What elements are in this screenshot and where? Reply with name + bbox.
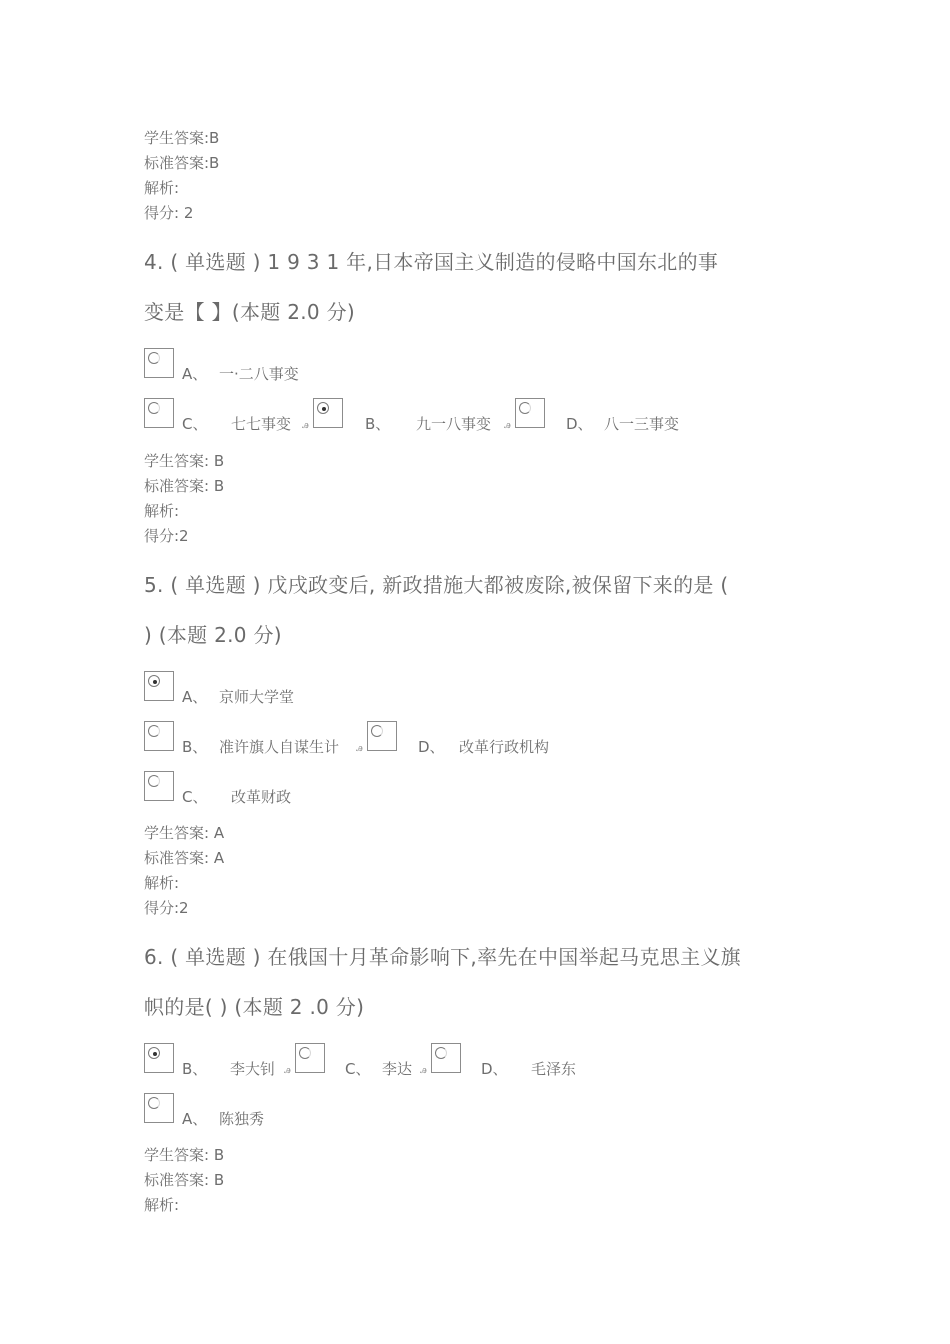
- q4-question-line1: 4. ( 单选题 ) 1 9 3 1 年,日本帝国主义制造的侵略中国东北的事: [144, 250, 719, 274]
- q6-option-c-text: 李达: [382, 1060, 413, 1078]
- q3-analysis: 解析:: [144, 179, 180, 197]
- radio-circle-icon: [519, 402, 531, 414]
- q5-option-a-text: 京师大学堂: [219, 688, 295, 706]
- radio-selected-icon: [317, 402, 329, 414]
- radio-selected-icon: [148, 1047, 160, 1059]
- radio-circle-icon: [148, 402, 160, 414]
- q4-option-c-radio[interactable]: [144, 398, 174, 428]
- q5-question-line2: ) (本题 2.0 分): [144, 623, 282, 647]
- q3-student-answer: 学生答案:B: [144, 129, 220, 147]
- q6-option-d-text: 毛泽东: [531, 1060, 577, 1078]
- q6-option-b-radio[interactable]: [144, 1043, 174, 1073]
- q5-option-c-radio[interactable]: [144, 771, 174, 801]
- q4-option-a-radio[interactable]: [144, 348, 174, 378]
- q6-question-line1: 6. ( 单选题 ) 在俄国十月革命影响下,率先在中国举起马克思主义旗: [144, 945, 741, 969]
- radio-circle-icon: [435, 1047, 447, 1059]
- paragraph-mark-icon: ꭿ: [302, 418, 309, 431]
- paragraph-mark-icon: ꭿ: [420, 1063, 427, 1076]
- q5-option-b-label: B、: [182, 738, 208, 756]
- q6-option-d-radio[interactable]: [431, 1043, 461, 1073]
- q5-option-b-text: 准许旗人自谋生计: [219, 738, 340, 756]
- q6-option-a-radio[interactable]: [144, 1093, 174, 1123]
- paragraph-mark-icon: ꭿ: [284, 1063, 291, 1076]
- radio-selected-icon: [148, 675, 160, 687]
- q4-option-d-text: 八一三事变: [604, 415, 680, 433]
- q4-option-c-text: 七七事变: [231, 415, 292, 433]
- radio-circle-icon: [299, 1047, 311, 1059]
- q6-option-c-label: C、: [345, 1060, 371, 1078]
- q4-analysis: 解析:: [144, 502, 180, 520]
- q5-student-answer: 学生答案: A: [144, 824, 225, 842]
- q4-option-d-radio[interactable]: [515, 398, 545, 428]
- q5-option-a-radio[interactable]: [144, 671, 174, 701]
- radio-circle-icon: [148, 775, 160, 787]
- q4-option-d-label: D、: [566, 415, 593, 433]
- q5-analysis: 解析:: [144, 874, 180, 892]
- q6-question-line2: 帜的是( ) (本题 2 .0 分): [144, 995, 365, 1019]
- q6-option-c-radio[interactable]: [295, 1043, 325, 1073]
- q5-score: 得分:2: [144, 899, 189, 917]
- q5-option-c-label: C、: [182, 788, 208, 806]
- q6-option-b-text: 李大钊: [230, 1060, 276, 1078]
- q5-question-line1: 5. ( 单选题 ) 戊戌政变后, 新政措施大都被废除,被保留下来的是 (: [144, 573, 729, 597]
- q4-option-b-text: 九一八事变: [416, 415, 492, 433]
- q3-score: 得分: 2: [144, 204, 194, 222]
- q6-option-b-label: B、: [182, 1060, 208, 1078]
- q4-option-b-radio[interactable]: [313, 398, 343, 428]
- paragraph-mark-icon: ꭿ: [504, 418, 511, 431]
- q6-option-d-label: D、: [481, 1060, 508, 1078]
- q5-option-d-label: D、: [418, 738, 445, 756]
- radio-circle-icon: [371, 725, 383, 737]
- q4-standard-answer: 标准答案: B: [144, 477, 225, 495]
- q4-option-b-label: B、: [365, 415, 391, 433]
- q5-option-a-label: A、: [182, 688, 208, 706]
- radio-circle-icon: [148, 1097, 160, 1109]
- q6-standard-answer: 标准答案: B: [144, 1171, 225, 1189]
- q5-option-d-text: 改革行政机构: [459, 738, 550, 756]
- q4-question-line2: 变是【 】(本题 2.0 分): [144, 300, 355, 324]
- q3-standard-answer: 标准答案:B: [144, 154, 220, 172]
- q5-option-c-text: 改革财政: [231, 788, 292, 806]
- q4-score: 得分:2: [144, 527, 189, 545]
- q6-option-a-text: 陈独秀: [219, 1110, 265, 1128]
- radio-circle-icon: [148, 725, 160, 737]
- q4-student-answer: 学生答案: B: [144, 452, 225, 470]
- q5-standard-answer: 标准答案: A: [144, 849, 225, 867]
- paragraph-mark-icon: ꭿ: [356, 741, 363, 754]
- q6-analysis: 解析:: [144, 1196, 180, 1214]
- radio-circle-icon: [148, 352, 160, 364]
- q4-option-c-label: C、: [182, 415, 208, 433]
- q6-student-answer: 学生答案: B: [144, 1146, 225, 1164]
- q5-option-b-radio[interactable]: [144, 721, 174, 751]
- q4-option-a-label: A、: [182, 365, 208, 383]
- q4-option-a-text: 一·二八事变: [219, 365, 299, 383]
- q6-option-a-label: A、: [182, 1110, 208, 1128]
- q5-option-d-radio[interactable]: [367, 721, 397, 751]
